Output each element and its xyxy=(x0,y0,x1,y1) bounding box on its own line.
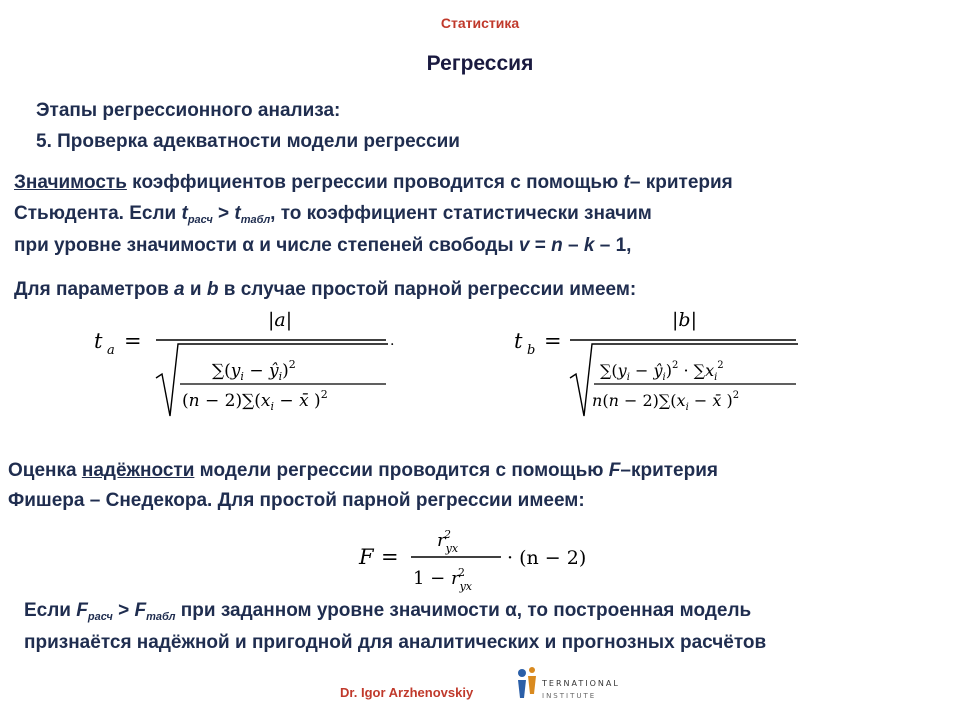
formula-numerator: |b| xyxy=(672,309,697,331)
text: v xyxy=(518,235,530,256)
text: F xyxy=(608,460,621,481)
svg-text:1 − ryx2: $1 - r_{yx}2$ xyxy=(413,566,473,593)
text: > xyxy=(112,600,135,621)
institute-logo xyxy=(512,664,632,704)
subscript: табл xyxy=(146,611,176,623)
text: , то коэффициент статистически значим xyxy=(270,203,652,224)
text: F xyxy=(76,600,88,621)
text: – xyxy=(562,235,584,256)
significance-line-1 xyxy=(14,172,733,194)
svg-text:n(n − 2)∑(xi − x̄ )2: $n(n - 2)\sum(x_i$ − x̄ )$^2$ xyxy=(592,390,740,413)
text: –критерия xyxy=(620,460,718,481)
text: F xyxy=(134,600,147,621)
stages-heading: Этапы регрессионного анализа: xyxy=(36,100,341,121)
formula-numerator: |a| xyxy=(268,309,293,331)
subscript: расч xyxy=(87,611,113,623)
header-subject: Статистика xyxy=(440,15,520,31)
text: k xyxy=(583,235,595,256)
svg-text:=: = xyxy=(544,329,562,353)
text: = xyxy=(529,235,552,256)
svg-text:=: = xyxy=(124,329,142,353)
svg-text:=: = xyxy=(381,545,399,569)
text: t xyxy=(181,203,188,224)
text: при заданном уровне значимости α, то построенная модель xyxy=(175,600,752,621)
stages-step: 5. Проверка адекватности модели регрессии xyxy=(36,131,460,152)
text: > xyxy=(212,203,235,224)
text: b xyxy=(206,279,219,300)
reliability-keyword: надёжности xyxy=(81,460,195,481)
text: a xyxy=(174,279,185,300)
formula-subscript: a xyxy=(107,343,115,358)
params-line xyxy=(14,279,636,301)
text: Для параметров xyxy=(14,279,175,300)
text: – 1, xyxy=(594,235,632,256)
formula-tail: · (n − 2) xyxy=(507,547,587,569)
formula-lhs: t xyxy=(94,329,103,353)
page-title: Регрессия xyxy=(426,52,534,75)
text: t xyxy=(234,203,241,224)
formula-ta xyxy=(90,300,410,425)
text: Оценка xyxy=(8,460,82,481)
footer-author: Dr. Igor Arzhenovskiy xyxy=(340,685,474,700)
svg-text:.: . xyxy=(390,333,395,349)
reliability-line-1 xyxy=(8,460,718,482)
text: и xyxy=(184,279,207,300)
significance-line-3 xyxy=(14,235,631,257)
svg-text:∑(yi − ŷi)2: $\sum(y_i$ − $ŷ_i)^2$ xyxy=(212,358,296,383)
text: n xyxy=(551,235,563,256)
reliability-line-2: Фишера – Снедекора. Для простой парной регрессии имеем: xyxy=(8,490,585,511)
text: t xyxy=(623,172,630,193)
text: коэффициентов регрессии проводится с помощью xyxy=(126,172,624,193)
text: модели регрессии проводится с помощью xyxy=(194,460,609,481)
svg-text:∑(yi − ŷi)2 · ∑xi2: $\sum(y_i$ − $ŷ_i)^2 \cdot \sum x_i^2$ xyxy=(600,360,724,383)
logo-subtext: INSTITUTE xyxy=(542,692,597,700)
logo-text: TERNATIONAL xyxy=(542,679,620,688)
formula-subscript: b xyxy=(527,343,536,358)
subscript: табл xyxy=(240,214,271,226)
formula-lhs: F xyxy=(359,545,374,569)
formula-tb xyxy=(510,300,810,425)
text: – критерия xyxy=(629,172,733,193)
conclusion-line-1 xyxy=(24,600,751,623)
significance-keyword: Значимость xyxy=(14,172,127,193)
text: Если xyxy=(24,600,77,621)
formula-lhs: t xyxy=(514,329,523,353)
conclusion-line-2: признаётся надёжной и пригодной для аналитических и прогнозных расчётов xyxy=(24,632,767,653)
text: в случае простой парной регрессии имеем: xyxy=(218,279,637,300)
text: Стьюдента. Если xyxy=(14,203,182,224)
svg-text:(n − 2)∑(xi − x̄ )2: $(n - 2)\sum(x_i$ − x̄ )$^2$ xyxy=(182,388,328,413)
text: при уровне значимости α и числе степеней свободы xyxy=(14,235,519,256)
svg-text:ryx2: $r_{yx}2$ xyxy=(437,528,459,555)
subscript: расч xyxy=(187,214,213,226)
significance-line-2 xyxy=(14,203,652,226)
formula-f xyxy=(355,522,615,594)
